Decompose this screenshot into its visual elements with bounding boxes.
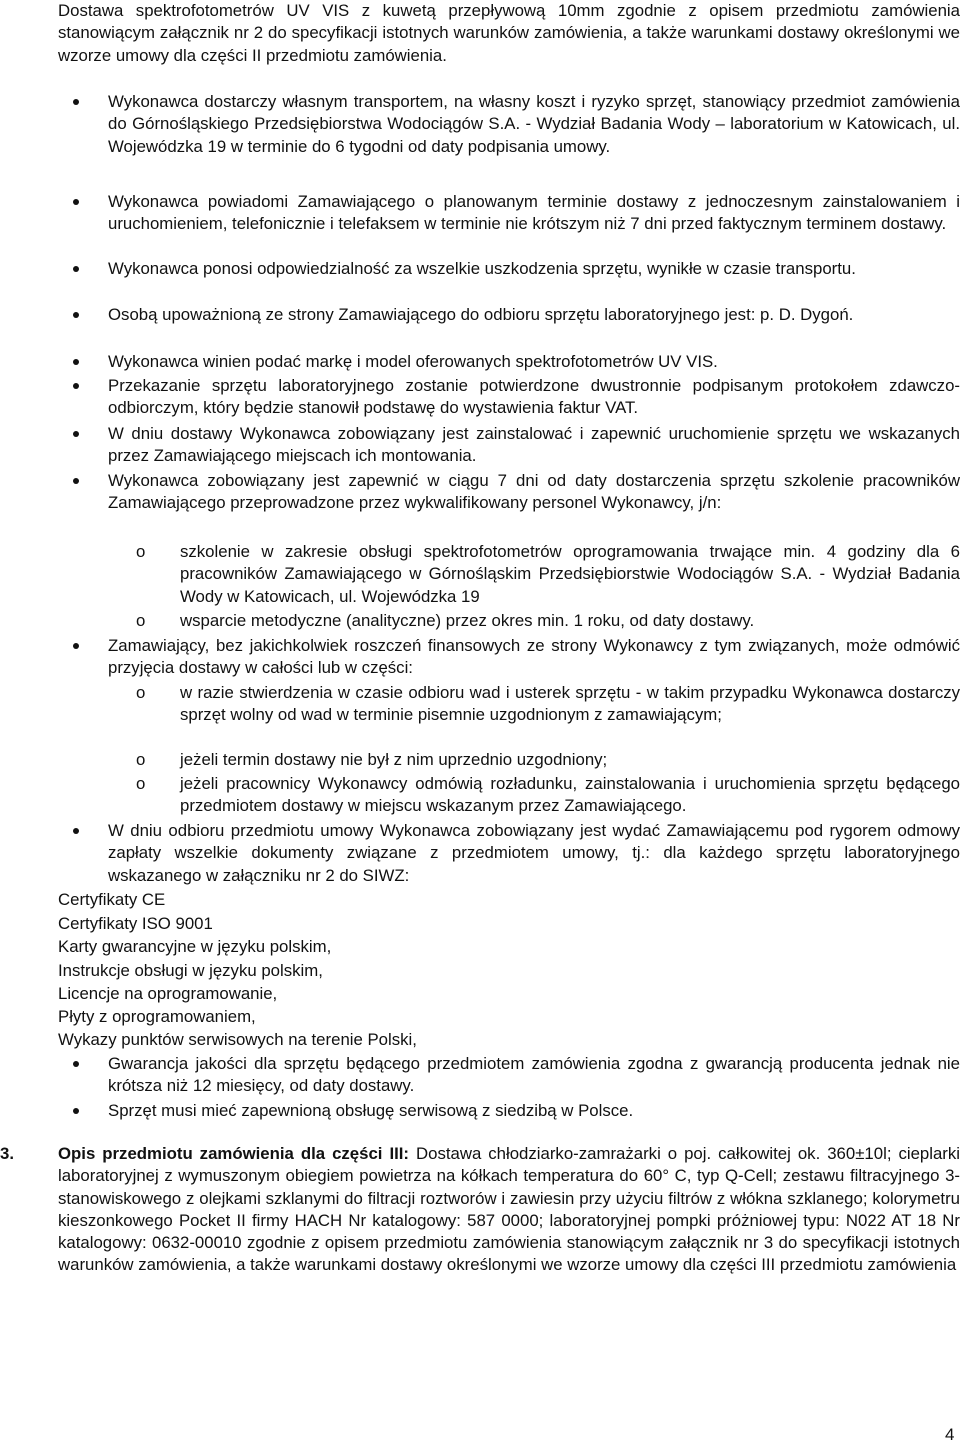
sub-list-item-text: szkolenie w zakresie obsługi spektrofotometrów oprogramowania trwające min. 4 godziny dla 6 pracowników Zamawiającego w Górnośląskim Przedsiębiorstwie Wodociągów S.A. - Wydział Badania Wody w Katowicach, ul. Wojewódzka 19: [180, 542, 960, 606]
sub-list-item: [136, 541, 960, 608]
bullet-icon: [73, 1108, 79, 1114]
bullet-icon: [73, 99, 79, 105]
sub-list-item-text: w razie stwierdzenia w czasie odbioru wad i usterek sprzętu - w takim przypadku Wykonawca dostarczy sprzęt wolny od wad w terminie pisemnie uzgodnionym z zamawiającym;: [180, 683, 960, 725]
list-item-text: Wykonawca zobowiązany jest zapewnić w ciągu 7 dni od daty dostarczenia sprzętu szkolenie pracowników Zamawiającego przeprowadzone przez wykwalifikowany personel Wykonawcy, j/n:: [108, 471, 960, 513]
list-item-text: Gwarancja jakości dla sprzętu będącego przedmiotem zamówienia zgodna z gwarancją producenta jednak nie krótsza niż 12 miesięcy, od daty dostawy.: [108, 1054, 960, 1096]
sub-marker: o: [136, 542, 146, 561]
section-3: [0, 1143, 960, 1277]
document-item: Wykazy punktów serwisowych na terenie Polski,: [58, 1030, 417, 1049]
list-item: [108, 635, 960, 680]
document-item: Certyfikaty ISO 9001: [58, 914, 213, 933]
sub-marker: o: [136, 683, 146, 702]
list-item: [108, 304, 960, 326]
bullet-icon: [73, 828, 79, 834]
list-item-text: Wykonawca dostarczy własnym transportem, na własny koszt i ryzyko sprzęt, stanowiący przedmiot zamówienia do Górnośląskiego Przedsiębiorstwa Wodociągów S.A. - Wydział Badania Wody – laboratorium w Katowicach, ul. Wojewódzka 19 w terminie do 6 tygodni od daty podpisania umowy.: [108, 92, 960, 156]
sub-list-item-text: jeżeli pracownicy Wykonawcy odmówią rozładunku, zainstalowania i uruchomienia sprzętu będącego przedmiotem dostawy w miejscu wskazanym przez Zamawiającego.: [180, 774, 960, 816]
list-item: [108, 351, 960, 373]
bullet-icon: [73, 1061, 79, 1067]
sub-list-item: [136, 610, 960, 632]
sub-list-item: [136, 773, 960, 818]
sub-list-item: [136, 749, 960, 771]
list-item: [108, 91, 960, 158]
list-item-text: Wykonawca powiadomi Zamawiającego o planowanym terminie dostawy z jednoczesnym zainstalowaniem i uruchomieniem, telefonicznie i telefaksem w terminie nie krótszym niż 7 dni przed faktycznym terminem dostawy.: [108, 192, 960, 234]
document-item: Płyty z oprogramowaniem,: [58, 1007, 256, 1026]
bullet-icon: [73, 643, 79, 649]
sub-marker: o: [136, 611, 146, 630]
list-item-text: Przekazanie sprzętu laboratoryjnego zostanie potwierdzone dwustronnie podpisanym protokołem zdawczo-odbiorczym, który będzie stanowił podstawę do wystawienia faktur VAT.: [108, 376, 960, 418]
document-item: Instrukcje obsługi w języku polskim,: [58, 961, 323, 980]
list-item: [108, 423, 960, 468]
list-item: [108, 258, 960, 280]
list-item: [108, 1100, 960, 1122]
intro-paragraph: Dostawa spektrofotometrów UV VIS z kuwetą przepływową 10mm zgodnie z opisem przedmiotu zamówienia stanowiącym załącznik nr 2 do specyfikacji istotnych warunków zamówienia, a także warunkami dostawy określonymi we wzorze umowy dla części II przedmiotu zamówienia.: [58, 1, 960, 65]
list-item: [108, 375, 960, 420]
document-item: Licencje na oprogramowanie,: [58, 984, 278, 1003]
sub-list-item: [136, 682, 960, 727]
list-item: [108, 191, 960, 236]
sub-marker: o: [136, 750, 146, 769]
list-item: [108, 470, 960, 515]
bullet-icon: [73, 478, 79, 484]
bullet-icon: [73, 383, 79, 389]
sub-marker: o: [136, 774, 146, 793]
bullet-icon: [73, 266, 79, 272]
bullet-icon: [73, 312, 79, 318]
bullet-icon: [73, 359, 79, 365]
list-item: [108, 820, 960, 887]
list-item-text: W dniu odbioru przedmiotu umowy Wykonawca zobowiązany jest wydać Zamawiającemu pod rygorem odmowy zapłaty wszelkie dokumenty związane z przedmiotem umowy, tj.: dla każdego sprzętu laboratoryjnego wskazanego w załączniku nr 2 do SIWZ:: [108, 821, 960, 885]
section-body: Dostawa chłodziarko-zamrażarki o poj. całkowitej ok. 360±10l; cieplarki laboratoryjnej z wymuszonym obiegiem powietrza na kółkach temperatura do 60° C, typ Q-Cell; zestawu filtracyjnego 3-stanowiskowego z olejkami szklanymi do filtracji roztworów i zawiesin przy użyciu filtrów z włókna szklanego; kolorymetru kieszonkowego Pocket II firmy HACH Nr katalogowy: 587 0000; laboratoryjnej pompki próżniowej typu: N022 AT 18 Nr katalogowy: 0632-00010 zgodnie z opisem przedmiotu zamówienia stanowiącym załącznik nr 3 do specyfikacji istotnych warunków zamówienia, a także warunkami dostawy określonymi we wzorze umowy dla części III przedmiotu zamówienia: [58, 1144, 960, 1275]
sub-list-item-text: jeżeli termin dostawy nie był z nim uprzednio uzgodniony;: [180, 750, 608, 769]
list-item: [108, 1053, 960, 1098]
list-item-text: Zamawiający, bez jakichkolwiek roszczeń finansowych ze strony Wykonawcy z tym związanych, może odmówić przyjęcia dostawy w całości lub w części:: [108, 636, 960, 678]
list-item-text: Sprzęt musi mieć zapewnioną obsługę serwisową z siedzibą w Polsce.: [108, 1101, 634, 1120]
document-item: Karty gwarancyjne w języku polskim,: [58, 937, 332, 956]
list-item-text: Osobą upoważnioną ze strony Zamawiającego do odbioru sprzętu laboratoryjnego jest: p. D. Dygoń.: [108, 305, 854, 324]
section-title: Opis przedmiotu zamówienia dla części III:: [58, 1144, 410, 1163]
document-item: Certyfikaty CE: [58, 890, 166, 909]
sub-list-item-text: wsparcie metodyczne (analityczne) przez okres min. 1 roku, od daty dostawy.: [180, 611, 755, 630]
page-number: 4: [945, 1425, 955, 1444]
list-item-text: W dniu dostawy Wykonawca zobowiązany jest zainstalować i zapewnić uruchomienie sprzętu we wskazanych przez Zamawiającego miejscach ich montowania.: [108, 424, 960, 466]
bullet-icon: [73, 199, 79, 205]
bullet-icon: [73, 431, 79, 437]
section-number: 3.: [0, 1144, 14, 1163]
list-item-text: Wykonawca ponosi odpowiedzialność za wszelkie uszkodzenia sprzętu, wynikłe w czasie transportu.: [108, 259, 856, 278]
list-item-text: Wykonawca winien podać markę i model oferowanych spektrofotometrów UV VIS.: [108, 352, 718, 371]
